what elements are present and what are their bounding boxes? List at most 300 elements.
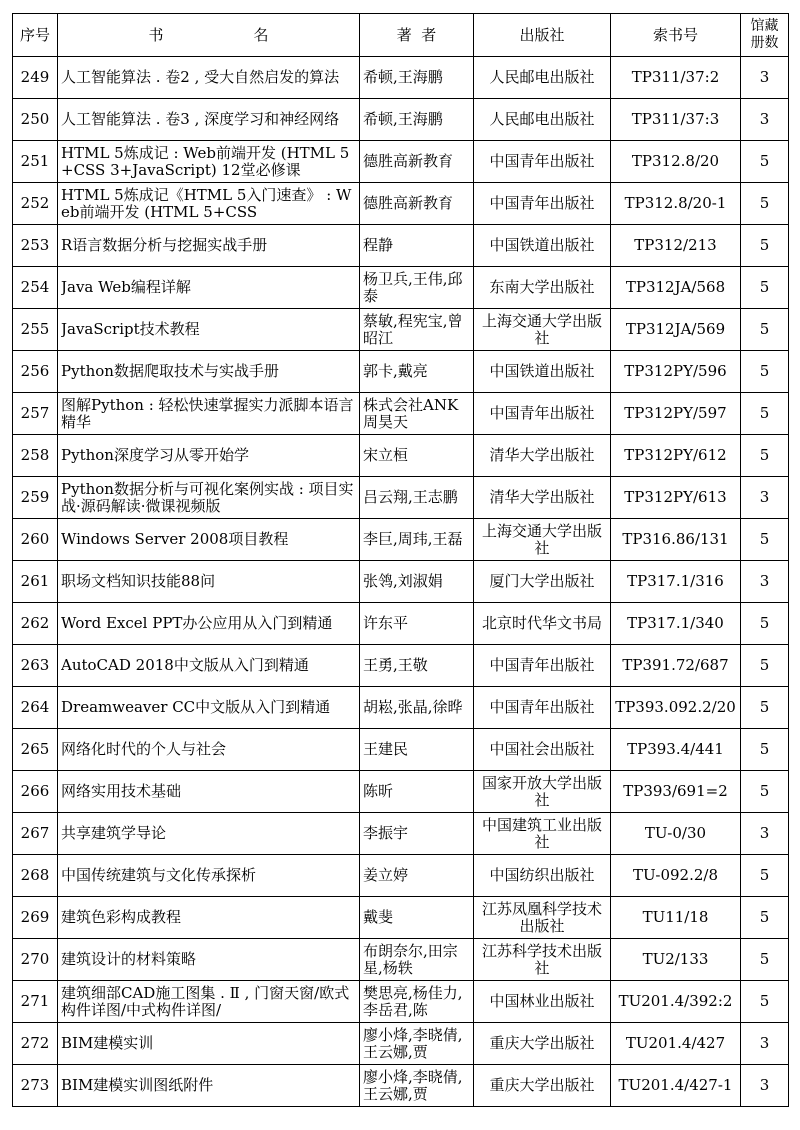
cell-seq-text: 256: [20, 363, 50, 380]
cell-callno-text: TP393/691=2: [623, 783, 728, 800]
cell-copies-text: 3: [759, 111, 770, 128]
cell-callno-text: TU201.4/427-1: [618, 1077, 733, 1094]
cell-copies-text: 5: [759, 993, 770, 1010]
header-title-part-a: 书: [148, 25, 164, 44]
cell-seq: [13, 519, 58, 561]
cell-seq-text: 252: [20, 195, 50, 212]
cell-copies: [741, 771, 789, 813]
header-author: 著 者: [360, 14, 474, 57]
cell-seq-text: 258: [20, 447, 50, 464]
cell-seq-text: 262: [20, 615, 50, 632]
cell-callno-text: TU-092.2/8: [633, 867, 718, 884]
cell-callno-text: TP312PY/597: [624, 405, 727, 422]
table-row: [13, 141, 789, 183]
cell-seq-text: 265: [20, 741, 50, 758]
cell-copies-text: 5: [759, 867, 770, 884]
cell-publisher-text: 江苏凤凰科学技术出版社: [481, 900, 602, 935]
cell-callno-text: TP317.1/316: [627, 573, 724, 590]
cell-copies-text: 3: [759, 69, 770, 86]
cell-copies-text: 5: [759, 657, 770, 674]
cell-seq-text: 249: [20, 69, 50, 86]
cell-callno-text: TU2/133: [642, 951, 709, 968]
cell-author-text: 王建民: [363, 741, 409, 758]
table-row: [13, 855, 789, 897]
cell-copies: [741, 225, 789, 267]
cell-publisher: [474, 687, 611, 729]
cell-author: [360, 855, 474, 897]
cell-title: [58, 645, 360, 687]
table-row: [13, 99, 789, 141]
cell-copies: [741, 141, 789, 183]
cell-publisher-text: 中国青年出版社: [489, 195, 595, 212]
cell-publisher: [474, 603, 611, 645]
cell-title: [58, 939, 360, 981]
cell-author: [360, 603, 474, 645]
cell-publisher: [474, 645, 611, 687]
cell-copies-text: 5: [759, 615, 770, 632]
cell-callno-text: TP312JA/569: [625, 321, 726, 338]
header-copies: [741, 14, 789, 57]
cell-author-text: 胡崧,张晶,徐晔: [363, 699, 463, 716]
cell-seq: [13, 267, 58, 309]
cell-seq-text: 255: [20, 321, 50, 338]
table-row: [13, 519, 789, 561]
cell-title-text: Python深度学习从零开始学: [61, 447, 249, 464]
cell-title-text: Python数据爬取技术与实战手册: [61, 363, 279, 380]
cell-callno: [611, 1023, 741, 1065]
cell-seq: [13, 351, 58, 393]
header-title: [58, 14, 360, 57]
cell-author: [360, 99, 474, 141]
cell-title: [58, 99, 360, 141]
cell-title-text: 职场文档知识技能88问: [61, 573, 216, 590]
table-row: [13, 603, 789, 645]
cell-title: [58, 351, 360, 393]
cell-copies: [741, 309, 789, 351]
cell-publisher: [474, 225, 611, 267]
cell-callno-text: TP316.86/131: [622, 531, 729, 548]
cell-publisher: [474, 897, 611, 939]
table-row: [13, 351, 789, 393]
cell-author: [360, 309, 474, 351]
cell-title: [58, 855, 360, 897]
cell-callno: [611, 351, 741, 393]
cell-seq: [13, 897, 58, 939]
cell-copies-text: 5: [759, 405, 770, 422]
cell-author: [360, 141, 474, 183]
cell-title-text: Java Web编程详解: [61, 279, 191, 296]
cell-copies: [741, 603, 789, 645]
cell-publisher-text: 重庆大学出版社: [489, 1077, 595, 1094]
cell-seq: [13, 435, 58, 477]
cell-seq-text: 254: [20, 279, 50, 296]
cell-copies-text: 5: [759, 741, 770, 758]
cell-title: [58, 1065, 360, 1107]
cell-title-text: Python数据分析与可视化案例实战 : 项目实战·源码解读·微课视频版: [61, 480, 354, 515]
cell-copies-text: 5: [759, 531, 770, 548]
cell-author: [360, 393, 474, 435]
cell-author: [360, 561, 474, 603]
cell-author-text: 姜立婷: [363, 867, 409, 884]
cell-publisher-text: 中国林业出版社: [489, 993, 595, 1010]
cell-copies-text: 5: [759, 783, 770, 800]
cell-title-text: Windows Server 2008项目教程: [61, 531, 289, 548]
cell-publisher: [474, 1023, 611, 1065]
cell-copies: [741, 1023, 789, 1065]
cell-author: [360, 57, 474, 99]
cell-copies-text: 5: [759, 951, 770, 968]
cell-publisher: [474, 561, 611, 603]
cell-callno: [611, 267, 741, 309]
cell-title-text: 中国传统建筑与文化传承探析: [61, 867, 257, 884]
cell-callno-text: TU201.4/392:2: [618, 993, 733, 1010]
cell-title-text: R语言数据分析与挖掘实战手册: [61, 237, 268, 254]
cell-seq: [13, 477, 58, 519]
cell-seq-text: 263: [20, 657, 50, 674]
cell-copies-text: 3: [759, 1035, 770, 1052]
cell-publisher: [474, 309, 611, 351]
cell-publisher: [474, 183, 611, 225]
cell-callno: [611, 855, 741, 897]
cell-author: [360, 981, 474, 1023]
cell-copies: [741, 477, 789, 519]
cell-title: [58, 729, 360, 771]
cell-author: [360, 351, 474, 393]
cell-author-text: 德胜高新教育: [363, 195, 454, 212]
cell-seq: [13, 939, 58, 981]
cell-title-text: 图解Python : 轻松快速掌握实力派脚本语言精华: [61, 396, 354, 431]
cell-publisher-text: 上海交通大学出版社: [481, 522, 602, 557]
table-row: [13, 477, 789, 519]
cell-seq: [13, 309, 58, 351]
table-row: [13, 687, 789, 729]
cell-callno: [611, 477, 741, 519]
cell-author: [360, 477, 474, 519]
table-row: [13, 561, 789, 603]
cell-seq-text: 267: [20, 825, 50, 842]
cell-copies: [741, 183, 789, 225]
cell-title: [58, 57, 360, 99]
cell-title: [58, 897, 360, 939]
cell-seq: [13, 687, 58, 729]
cell-seq-text: 271: [20, 993, 50, 1010]
cell-title-text: 建筑设计的材料策略: [61, 951, 197, 968]
cell-seq-text: 261: [20, 573, 50, 590]
cell-author-text: 杨卫兵,王伟,邱泰: [363, 270, 463, 305]
cell-copies: [741, 645, 789, 687]
cell-title-text: HTML 5炼成记《HTML 5入门速查》 : Web前端开发 (HTML 5+CSS: [61, 186, 352, 221]
cell-callno-text: TP312PY/613: [624, 489, 727, 506]
cell-title: [58, 477, 360, 519]
cell-callno: [611, 99, 741, 141]
cell-author-text: 李巨,周玮,王磊: [363, 531, 463, 548]
cell-callno-text: TP312.8/20-1: [624, 195, 727, 212]
cell-publisher-text: 国家开放大学出版社: [481, 774, 602, 809]
cell-callno: [611, 57, 741, 99]
cell-callno-text: TP317.1/340: [627, 615, 724, 632]
cell-seq-text: 257: [20, 405, 50, 422]
book-catalog-table: [12, 13, 789, 1107]
cell-title: [58, 141, 360, 183]
table-row: [13, 309, 789, 351]
cell-seq: [13, 603, 58, 645]
cell-title: [58, 813, 360, 855]
cell-author-text: 王勇,王敬: [363, 657, 428, 674]
cell-seq: [13, 57, 58, 99]
cell-callno-text: TP393.092.2/20: [615, 699, 736, 716]
cell-callno: [611, 183, 741, 225]
cell-publisher-text: 中国青年出版社: [489, 405, 595, 422]
cell-title: [58, 1023, 360, 1065]
table-row: [13, 897, 789, 939]
cell-author-text: 廖小烽,李晓倩,王云娜,贾: [363, 1026, 463, 1061]
cell-publisher-text: 人民邮电出版社: [489, 69, 595, 86]
cell-publisher-text: 中国社会出版社: [489, 741, 595, 758]
cell-seq-text: 253: [20, 237, 50, 254]
cell-callno: [611, 771, 741, 813]
cell-author-text: 戴斐: [363, 909, 394, 926]
cell-publisher: [474, 813, 611, 855]
cell-callno: [611, 939, 741, 981]
cell-callno-text: TP311/37:3: [631, 111, 720, 128]
header-copies-line1: 馆藏: [750, 18, 779, 34]
cell-title: [58, 393, 360, 435]
cell-author: [360, 225, 474, 267]
cell-author: [360, 897, 474, 939]
cell-callno: [611, 561, 741, 603]
cell-seq: [13, 141, 58, 183]
cell-callno: [611, 225, 741, 267]
cell-title-text: 人工智能算法 . 卷3 , 深度学习和神经网络: [61, 111, 340, 128]
cell-title: [58, 687, 360, 729]
table-row: [13, 981, 789, 1023]
cell-callno-text: TP312PY/596: [624, 363, 727, 380]
cell-publisher-text: 清华大学出版社: [489, 447, 595, 464]
cell-copies: [741, 393, 789, 435]
cell-author-text: 布朗奈尔,田宗星,杨轶: [363, 942, 458, 977]
cell-seq-text: 268: [20, 867, 50, 884]
cell-author-text: 李振宇: [363, 825, 409, 842]
cell-seq-text: 270: [20, 951, 50, 968]
cell-seq-text: 250: [20, 111, 50, 128]
cell-seq: [13, 729, 58, 771]
table-row: [13, 813, 789, 855]
cell-copies-text: 5: [759, 447, 770, 464]
cell-title: [58, 267, 360, 309]
cell-copies: [741, 813, 789, 855]
cell-author-text: 陈昕: [363, 783, 394, 800]
cell-copies-text: 3: [759, 489, 770, 506]
cell-title: [58, 561, 360, 603]
cell-title: [58, 225, 360, 267]
cell-seq: [13, 183, 58, 225]
cell-copies: [741, 519, 789, 561]
cell-callno-text: TP312JA/568: [625, 279, 726, 296]
table-row: [13, 435, 789, 477]
cell-publisher: [474, 729, 611, 771]
cell-callno: [611, 435, 741, 477]
cell-author-text: 德胜高新教育: [363, 153, 454, 170]
cell-callno: [611, 687, 741, 729]
cell-title-text: 共享建筑学导论: [61, 825, 167, 842]
cell-publisher-text: 中国纺织出版社: [489, 867, 595, 884]
cell-copies: [741, 435, 789, 477]
cell-author-text: 株式会社ANK 周昊天: [363, 396, 459, 431]
cell-callno: [611, 393, 741, 435]
cell-title-text: HTML 5炼成记 : Web前端开发 (HTML 5+CSS 3+JavaScript) 12堂必修课: [61, 144, 350, 179]
cell-title-text: BIM建模实训: [61, 1035, 154, 1052]
cell-title: [58, 435, 360, 477]
cell-publisher-text: 上海交通大学出版社: [481, 312, 602, 347]
cell-title-text: BIM建模实训图纸附件: [61, 1077, 214, 1094]
header-publisher: 出版社: [474, 14, 611, 57]
cell-seq-text: 259: [20, 489, 50, 506]
header-seq: 序号: [13, 14, 58, 57]
table-row: [13, 645, 789, 687]
table-row: [13, 393, 789, 435]
cell-author: [360, 813, 474, 855]
header-copies-line2: 册数: [750, 35, 779, 51]
cell-seq-text: 260: [20, 531, 50, 548]
cell-callno-text: TP312.8/20: [631, 153, 720, 170]
cell-publisher-text: 厦门大学出版社: [489, 573, 595, 590]
cell-callno-text: TU11/18: [642, 909, 709, 926]
cell-callno-text: TP312/213: [634, 237, 717, 254]
cell-publisher: [474, 477, 611, 519]
cell-author: [360, 939, 474, 981]
cell-publisher: [474, 1065, 611, 1107]
cell-author-text: 张鸰,刘淑娟: [363, 573, 443, 590]
cell-publisher: [474, 939, 611, 981]
table-row: [13, 225, 789, 267]
cell-callno: [611, 1065, 741, 1107]
cell-copies-text: 5: [759, 279, 770, 296]
cell-title-text: AutoCAD 2018中文版从入门到精通: [61, 657, 309, 674]
cell-seq: [13, 1023, 58, 1065]
table-row: [13, 939, 789, 981]
cell-copies: [741, 729, 789, 771]
cell-seq-text: 264: [20, 699, 50, 716]
cell-title-text: 人工智能算法 . 卷2 , 受大自然启发的算法: [61, 69, 340, 86]
cell-callno-text: TU201.4/427: [625, 1035, 726, 1052]
cell-author-text: 希顿,王海鹏: [363, 111, 443, 128]
cell-author-text: 廖小烽,李晓倩,王云娜,贾: [363, 1068, 463, 1103]
cell-author: [360, 435, 474, 477]
cell-callno-text: TP393.4/441: [627, 741, 724, 758]
cell-title-text: 网络化时代的个人与社会: [61, 741, 227, 758]
table-body: [13, 57, 789, 1107]
cell-callno: [611, 141, 741, 183]
cell-seq: [13, 645, 58, 687]
cell-publisher: [474, 393, 611, 435]
cell-copies-text: 3: [759, 825, 770, 842]
cell-author: [360, 729, 474, 771]
cell-title-text: Word Excel PPT办公应用从入门到精通: [61, 615, 333, 632]
cell-publisher-text: 人民邮电出版社: [489, 111, 595, 128]
cell-publisher: [474, 435, 611, 477]
cell-callno: [611, 897, 741, 939]
cell-author-text: 宋立桓: [363, 447, 409, 464]
cell-title: [58, 519, 360, 561]
cell-title: [58, 183, 360, 225]
cell-copies: [741, 897, 789, 939]
cell-title: [58, 771, 360, 813]
cell-copies-text: 5: [759, 363, 770, 380]
table-row: [13, 1065, 789, 1107]
cell-copies: [741, 981, 789, 1023]
cell-author: [360, 1065, 474, 1107]
cell-copies: [741, 939, 789, 981]
cell-author: [360, 183, 474, 225]
header-title-part-b: 名: [253, 25, 269, 44]
cell-callno-text: TP311/37:2: [631, 69, 720, 86]
cell-copies: [741, 267, 789, 309]
cell-publisher-text: 东南大学出版社: [489, 279, 595, 296]
cell-callno: [611, 603, 741, 645]
cell-author-text: 吕云翔,王志鹏: [363, 489, 458, 506]
cell-callno: [611, 645, 741, 687]
cell-publisher: [474, 57, 611, 99]
cell-seq: [13, 561, 58, 603]
cell-seq: [13, 99, 58, 141]
cell-seq-text: 266: [20, 783, 50, 800]
header-row: [13, 14, 789, 57]
cell-seq: [13, 981, 58, 1023]
cell-copies-text: 5: [759, 153, 770, 170]
cell-publisher: [474, 267, 611, 309]
cell-seq: [13, 393, 58, 435]
cell-author-text: 程静: [363, 237, 394, 254]
table-row: [13, 267, 789, 309]
cell-publisher: [474, 99, 611, 141]
cell-author-text: 许东平: [363, 615, 409, 632]
cell-callno: [611, 729, 741, 771]
cell-title-text: 网络实用技术基础: [61, 783, 182, 800]
cell-author-text: 蔡敏,程宪宝,曾昭江: [363, 312, 463, 347]
cell-author-text: 希顿,王海鹏: [363, 69, 443, 86]
cell-copies: [741, 1065, 789, 1107]
cell-copies-text: 3: [759, 1077, 770, 1094]
cell-publisher-text: 清华大学出版社: [489, 489, 595, 506]
cell-seq: [13, 1065, 58, 1107]
cell-copies-text: 5: [759, 909, 770, 926]
cell-publisher-text: 中国青年出版社: [489, 657, 595, 674]
cell-copies: [741, 351, 789, 393]
cell-title-text: 建筑细部CAD施工图集 . Ⅱ , 门窗天窗/欧式构件详图/中式构件详图/: [61, 984, 350, 1019]
cell-author-text: 郭卡,戴亮: [363, 363, 428, 380]
cell-author-text: 樊思亮,杨佳力,李岳君,陈: [363, 984, 463, 1019]
header-callno: 索书号: [611, 14, 741, 57]
cell-copies-text: 5: [759, 321, 770, 338]
cell-seq: [13, 771, 58, 813]
cell-publisher-text: 中国青年出版社: [489, 153, 595, 170]
cell-publisher-text: 北京时代华文书局: [481, 615, 602, 632]
cell-author: [360, 687, 474, 729]
cell-publisher-text: 江苏科学技术出版社: [481, 942, 602, 977]
cell-callno: [611, 519, 741, 561]
cell-seq-text: 269: [20, 909, 50, 926]
cell-seq: [13, 813, 58, 855]
cell-title-text: 建筑色彩构成教程: [61, 909, 182, 926]
cell-copies-text: 5: [759, 699, 770, 716]
cell-title: [58, 603, 360, 645]
cell-publisher-text: 中国铁道出版社: [489, 237, 595, 254]
cell-seq: [13, 225, 58, 267]
cell-author: [360, 1023, 474, 1065]
cell-publisher: [474, 981, 611, 1023]
cell-copies: [741, 57, 789, 99]
cell-copies: [741, 855, 789, 897]
